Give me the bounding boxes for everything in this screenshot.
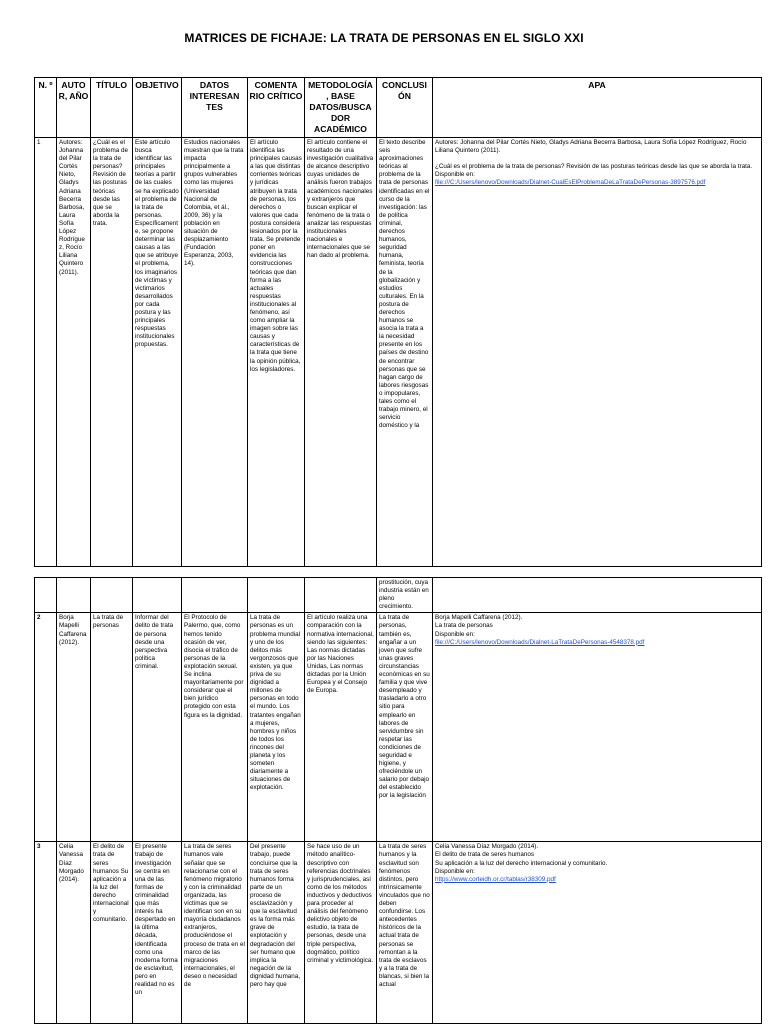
apa-line: Disponible en: <box>435 867 475 875</box>
apa-line: Su aplicación a la luz del derecho internacional y comunitario. <box>435 859 608 867</box>
apa-line: Celia Vanessa Díaz Morgado (2014). <box>435 843 539 851</box>
apa-line: El delito de trata de seres humanos <box>435 851 535 859</box>
apa-line: Autores: Johanna del Pilar Cortés Nieto, Gladys Adriana Becerra Barbosa, Laura Sofía López Rodríguez, Rocío Liliana Quintero (2011). <box>435 139 747 155</box>
cell-apa <box>433 138 762 567</box>
header-titulo: TÍTULO <box>91 78 133 138</box>
cell-titulo: La trata de personas <box>91 613 133 842</box>
cell-comentario: La trata de personas es un problema mundial y uno de los delitos más vergonzosos que existen, ya que priva de su dignidad a millones de personas en todo el mundo. Los tratantes engañan a mujeres, hombres y niños de todos los rincones del planeta y los someten diariamente a situaciones de explotación. <box>248 613 305 842</box>
cell-conclusion: La trata de personas, también es, engañar a un joven que sufre unas graves circunstancias económicas en su familia y que vive desempleado y trasladarlo a otro sitio para emplearlo en labores de servidumbre sin respetar las condiciones de seguridad e higiene, y ofreciéndole un salario por debajo del establecido por la legislación <box>377 613 433 842</box>
header-apa: APA <box>433 78 762 138</box>
cell-conclusion <box>377 138 433 567</box>
cell-comentario: El artículo identifica las principales causas a las que distintas corrientes teóricas y jurídicas atribuyen la trata de personas, los derechos o valores que cada postura considera lesionados por la trata. Se pretende poner en evidencia las construcciones teóricas que dan forma a las actuales respuestas institucionales al fenómeno, así como ampliar la imagen sobre las causas y características de la trata que tiene la opinión pública, los legisladores. <box>248 138 305 567</box>
cell-objetivo: Este artículo busca identificar las principales teorías a partir de las cuales se ha explicado el problema de la trata de personas. Específicamente, se propone determinar las causas a las que se atribuye el problema, los imaginarios de víctimas y victimarios desarrollados por cada postura y las principales respuestas institucionales propuestas. <box>133 138 182 567</box>
cell-titulo: ¿Cuál es el problema de la trata de personas? Revisión de las posturas teóricas desde las que se aborda la trata. <box>91 138 133 567</box>
apa-link[interactable]: https://www.corteidh.or.cr/tablas/r38309.pdf <box>435 875 556 883</box>
header-row <box>35 78 762 138</box>
header-metodologia: METODOLOGÍA , BASE DATOS/BUSCA DOR ACADÉMICO <box>305 78 377 138</box>
apa-line: Borja Mapelli Caffarena (2012). <box>435 614 523 622</box>
cell-num: 3 <box>35 842 57 1024</box>
cell-objetivo: Informar del delito de trata de persona desde una perspectiva política criminal. <box>133 613 182 842</box>
cell-metodologia: El artículo realiza una comparación con la normativa internacional, siendo las siguientes: Las normas dictadas por las Naciones Unidas, Las normas dictadas por la Unión Europea y el Consejo de Europa. <box>305 613 377 842</box>
cell-metodologia: Se hace uso de un método analítico-descriptivo con referencias doctrinales y jurisprudenciales, así como de los métodos inductivos y deductivos para proceder al análisis del fenómeno delictivo objeto de estudio, la trata de personas, desde una triple perspectiva, dogmático, político criminal y victimológica. <box>305 842 377 1024</box>
cell-objetivo: El presente trabajo de investigación se centra en una de las formas de criminalidad que más interés ha despertado en la última década, identificada como una moderna forma de esclavitud, pero en realidad no es un <box>133 842 182 1024</box>
cell-conclusion: La trata de seres humanos y la esclavitud son fenómenos distintos, pero intrínsicamente vinculados que no deben confundirse. Los antecedentes históricos de la actual trata de personas se remontan a la trata de esclavos y a la trata de blancas, si bien la actual <box>377 842 433 1024</box>
fichaje-table-page-2 <box>34 577 762 1024</box>
continuation-row <box>35 578 762 613</box>
header-comentario: COMENTA RIO CRÍTICO <box>248 78 305 138</box>
cell-datos: Estudios nacionales muestran que la trata impacta principalmente a grupos vulnerables como las mujeres (Universidad Nacional de Colombia, et ál., 2009, 36) y la población en situación de desplazamiento (Fundación Esperanza, 2003, 14). <box>182 138 248 567</box>
cell-datos: El Protocolo de Palermo, que, como hemos tenido ocasión de ver, disocia el tráfico de personas de la explotación sexual. Se inclina mayoritariamente por considerar que el bien jurídico protegido con esta figura es la dignidad. <box>182 613 248 842</box>
cell-apa <box>433 842 762 1024</box>
apa-link[interactable]: file:///C:/Users/lenovo/Downloads/Dialnet-LaTrataDePersonas-4548378.pdf <box>435 638 645 646</box>
table-row <box>35 842 762 1024</box>
cell-autor: Celia Vanessa Díaz Morgado (2014). <box>57 842 91 1024</box>
header-datos: DATOS INTERESAN TES <box>182 78 248 138</box>
table-row <box>35 138 762 567</box>
apa-line: Disponible en: <box>435 630 475 638</box>
header-autor: AUTO R, AÑO <box>57 78 91 138</box>
header-num: N. º <box>35 78 57 138</box>
apa-line: La trata de personas <box>435 622 493 630</box>
cell-titulo: El delito de trata de seres humanos Su aplicación a la luz del derecho internacional y comunitario. <box>91 842 133 1024</box>
cell-datos: La trata de seres humanos vale señalar que se relacionarse con el fenómeno migratorio y con la criminalidad organizada, las víctimas que se identifican son en su mayoría ciudadanos extranjeros, produciéndose el proceso de trata en el marco de las migraciones internacionales, el deseo o necesidad de <box>182 842 248 1024</box>
cell-num: 2 <box>35 613 57 842</box>
cell-comentario: Del presente trabajo, puede concluirse que la trata de seres humanos forma parte de un proceso de esclavización y que la esclavitud es la forma más grave de explotación y degradación del ser humano que implica la negación de la dignidad humana, pero hay que <box>248 842 305 1024</box>
header-objetivo: OBJETIVO <box>133 78 182 138</box>
cell-autor: Autores: Johanna del Pilar Cortés Nieto, Gladys Adriana Becerra Barbosa, Laura Sofía López Rodríguez, Rocío Liliana Quintero (2011). <box>57 138 91 567</box>
apa-line: Disponible en: <box>435 171 475 179</box>
apa-link[interactable]: file:///C:/Users/lenovo/Downloads/Dialnet-CualEsElProblemaDeLaTrataDePersonas-3897576.pdf <box>435 179 706 187</box>
cell-apa <box>433 613 762 842</box>
apa-line: ¿Cuál es el problema de la trata de personas? Revisión de las posturas teóricas desde las que se aborda la trata. <box>435 163 753 171</box>
header-conclusion: CONCLUSI ÓN <box>377 78 433 138</box>
table-row <box>35 613 762 842</box>
fichaje-table-page-1 <box>34 77 762 567</box>
page-title: MATRICES DE FICHAJE: LA TRATA DE PERSONAS EN EL SIGLO XXI <box>184 31 584 45</box>
conclusion-text: El texto describe seis aproximaciones teóricas al problema de la trata de personas identificadas en el curso de la investigación: las de política criminal, derechos humanos, seguridad humana, feminista, teoría de la globalización y estudios culturales. En la postura de derechos humanos se asocia la trata a la necesidad presente en los países de destino de encontrar personas que se hagan cargo de labores riesgosas o impopulares, tales como el trabajo minero, el servicio doméstico y la <box>379 139 430 430</box>
cell-metodologia: El artículo contiene el resultado de una investigación cualitativa de alcance descriptivo cuyas unidades de análisis fueron trabajos académicos nacionales y extranjeros que buscan explicar el fenómeno de la trata o analizar las respuestas institucionales nacionales e internacionales que se han dado al problema. <box>305 138 377 567</box>
cell-conclusion-continued: prostitución, cuya industria están en pleno crecimiento. <box>377 578 433 613</box>
cell-num: 1 <box>35 138 57 567</box>
cell-autor: Borja Mapelli Caffarena (2012). <box>57 613 91 842</box>
